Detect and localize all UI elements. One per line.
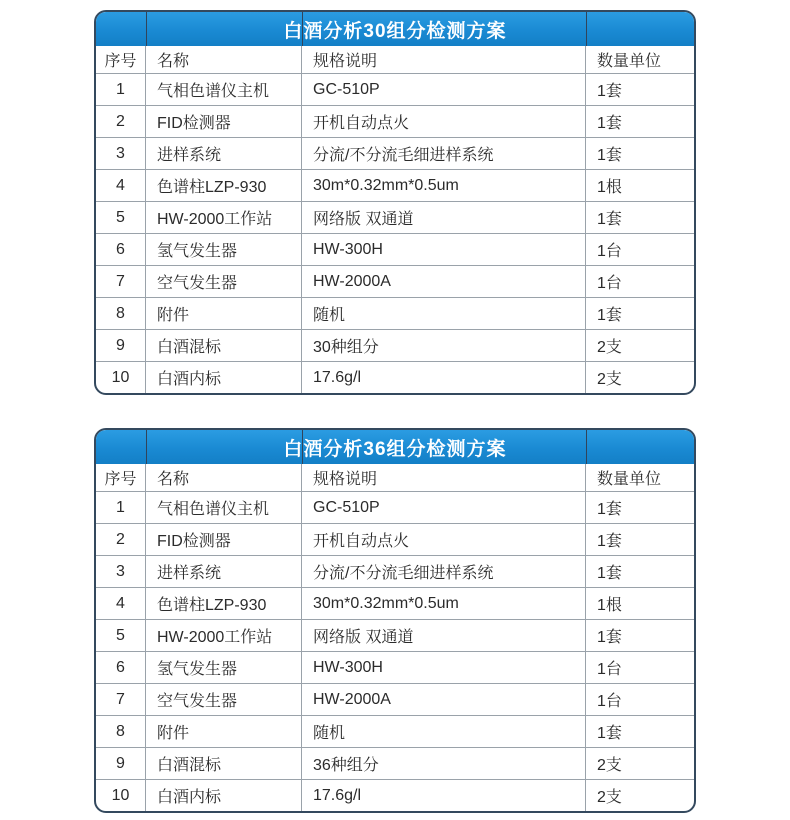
table-row	[96, 201, 694, 233]
cell-name: 白酒混标	[146, 330, 302, 361]
cell-spec: 网络版 双通道	[302, 620, 586, 651]
cell-name: 白酒内标	[146, 780, 302, 811]
table-row	[96, 361, 694, 393]
table-header-row	[96, 464, 694, 491]
cell-name: 进样系统	[146, 556, 302, 587]
cell-name: 附件	[146, 716, 302, 747]
column-header-index: 序号	[96, 464, 146, 491]
cell-name: 空气发生器	[146, 266, 302, 297]
table-row	[96, 619, 694, 651]
cell-spec: 30种组分	[302, 330, 586, 361]
cell-name: 附件	[146, 298, 302, 329]
table-title: 白酒分析36组分检测方案	[283, 438, 507, 460]
cell-qty: 1台	[597, 243, 622, 260]
table-row	[96, 651, 694, 683]
cell-spec: HW-300H	[302, 652, 586, 683]
cell-qty: 2支	[597, 371, 622, 388]
cell-qty: 1套	[597, 533, 622, 550]
table-row	[96, 105, 694, 137]
table-row	[96, 683, 694, 715]
cell-qty: 1套	[597, 115, 622, 132]
cell-qty: 1根	[597, 179, 622, 196]
column-header-name: 名称	[146, 46, 302, 73]
cell-name: 白酒内标	[146, 362, 302, 393]
cell-qty: 1台	[597, 693, 622, 710]
table-row	[96, 169, 694, 201]
cell-index: 6	[96, 234, 146, 265]
cell-qty: 1套	[597, 83, 622, 100]
table-title: 白酒分析30组分检测方案	[283, 20, 507, 42]
column-divider	[586, 430, 587, 464]
cell-name: 色谱柱LZP-930	[146, 170, 302, 201]
cell-qty: 1根	[597, 597, 622, 614]
column-header-spec: 规格说明	[302, 464, 586, 491]
cell-spec: 网络版 双通道	[302, 202, 586, 233]
cell-name: 色谱柱LZP-930	[146, 588, 302, 619]
table-row	[96, 233, 694, 265]
cell-index: 8	[96, 716, 146, 747]
cell-qty: 1台	[597, 275, 622, 292]
column-header-index: 序号	[96, 46, 146, 73]
cell-name: HW-2000工作站	[146, 202, 302, 233]
column-divider	[586, 12, 587, 46]
table-row	[96, 715, 694, 747]
cell-index: 3	[96, 556, 146, 587]
cell-index: 7	[96, 266, 146, 297]
cell-qty: 1套	[597, 501, 622, 518]
spec-table-30	[94, 10, 696, 395]
table-title-bar	[96, 12, 694, 46]
cell-spec: HW-300H	[302, 234, 586, 265]
cell-qty: 1套	[597, 629, 622, 646]
cell-name: 白酒混标	[146, 748, 302, 779]
column-divider	[146, 12, 147, 46]
cell-qty: 1套	[597, 725, 622, 742]
table-row	[96, 265, 694, 297]
cell-index: 4	[96, 588, 146, 619]
cell-name: 空气发生器	[146, 684, 302, 715]
cell-index: 3	[96, 138, 146, 169]
column-header-qty: 数量单位	[597, 471, 662, 488]
cell-name: FID检测器	[146, 106, 302, 137]
table-row	[96, 491, 694, 523]
column-header-qty: 数量单位	[597, 53, 662, 70]
table-header-row	[96, 46, 694, 73]
spec-table-36	[94, 428, 696, 813]
cell-qty: 2支	[597, 789, 622, 806]
cell-index: 2	[96, 524, 146, 555]
cell-index: 9	[96, 330, 146, 361]
table-row	[96, 587, 694, 619]
cell-index: 10	[96, 362, 146, 393]
table-row	[96, 747, 694, 779]
cell-spec: 开机自动点火	[302, 524, 586, 555]
cell-qty: 1台	[597, 661, 622, 678]
cell-qty: 2支	[597, 757, 622, 774]
cell-spec: 36种组分	[302, 748, 586, 779]
table-row	[96, 329, 694, 361]
cell-qty: 1套	[597, 307, 622, 324]
cell-index: 7	[96, 684, 146, 715]
column-header-name: 名称	[146, 464, 302, 491]
table-title-bar	[96, 430, 694, 464]
table-row	[96, 73, 694, 105]
cell-spec: 随机	[302, 716, 586, 747]
table-row	[96, 297, 694, 329]
cell-name: 氢气发生器	[146, 234, 302, 265]
cell-index: 1	[96, 492, 146, 523]
cell-index: 6	[96, 652, 146, 683]
cell-spec: GC-510P	[302, 74, 586, 105]
cell-index: 5	[96, 202, 146, 233]
cell-spec: HW-2000A	[302, 684, 586, 715]
cell-spec: 30m*0.32mm*0.5um	[302, 170, 586, 201]
cell-name: FID检测器	[146, 524, 302, 555]
cell-qty: 1套	[597, 147, 622, 164]
cell-spec: 17.6g/l	[302, 780, 586, 811]
cell-index: 4	[96, 170, 146, 201]
table-row	[96, 555, 694, 587]
cell-spec: 分流/不分流毛细进样系统	[302, 556, 586, 587]
cell-index: 5	[96, 620, 146, 651]
column-divider	[146, 430, 147, 464]
table-row	[96, 523, 694, 555]
cell-index: 9	[96, 748, 146, 779]
cell-name: 气相色谱仪主机	[146, 74, 302, 105]
column-header-spec: 规格说明	[302, 46, 586, 73]
cell-index: 1	[96, 74, 146, 105]
table-row	[96, 137, 694, 169]
cell-spec: 分流/不分流毛细进样系统	[302, 138, 586, 169]
table-row	[96, 779, 694, 811]
cell-name: 进样系统	[146, 138, 302, 169]
cell-index: 10	[96, 780, 146, 811]
cell-index: 8	[96, 298, 146, 329]
cell-spec: 17.6g/l	[302, 362, 586, 393]
cell-index: 2	[96, 106, 146, 137]
cell-qty: 1套	[597, 211, 622, 228]
cell-spec: 开机自动点火	[302, 106, 586, 137]
cell-qty: 2支	[597, 339, 622, 356]
cell-spec: 随机	[302, 298, 586, 329]
cell-spec: HW-2000A	[302, 266, 586, 297]
cell-spec: 30m*0.32mm*0.5um	[302, 588, 586, 619]
cell-qty: 1套	[597, 565, 622, 582]
cell-spec: GC-510P	[302, 492, 586, 523]
cell-name: 氢气发生器	[146, 652, 302, 683]
cell-name: 气相色谱仪主机	[146, 492, 302, 523]
cell-name: HW-2000工作站	[146, 620, 302, 651]
